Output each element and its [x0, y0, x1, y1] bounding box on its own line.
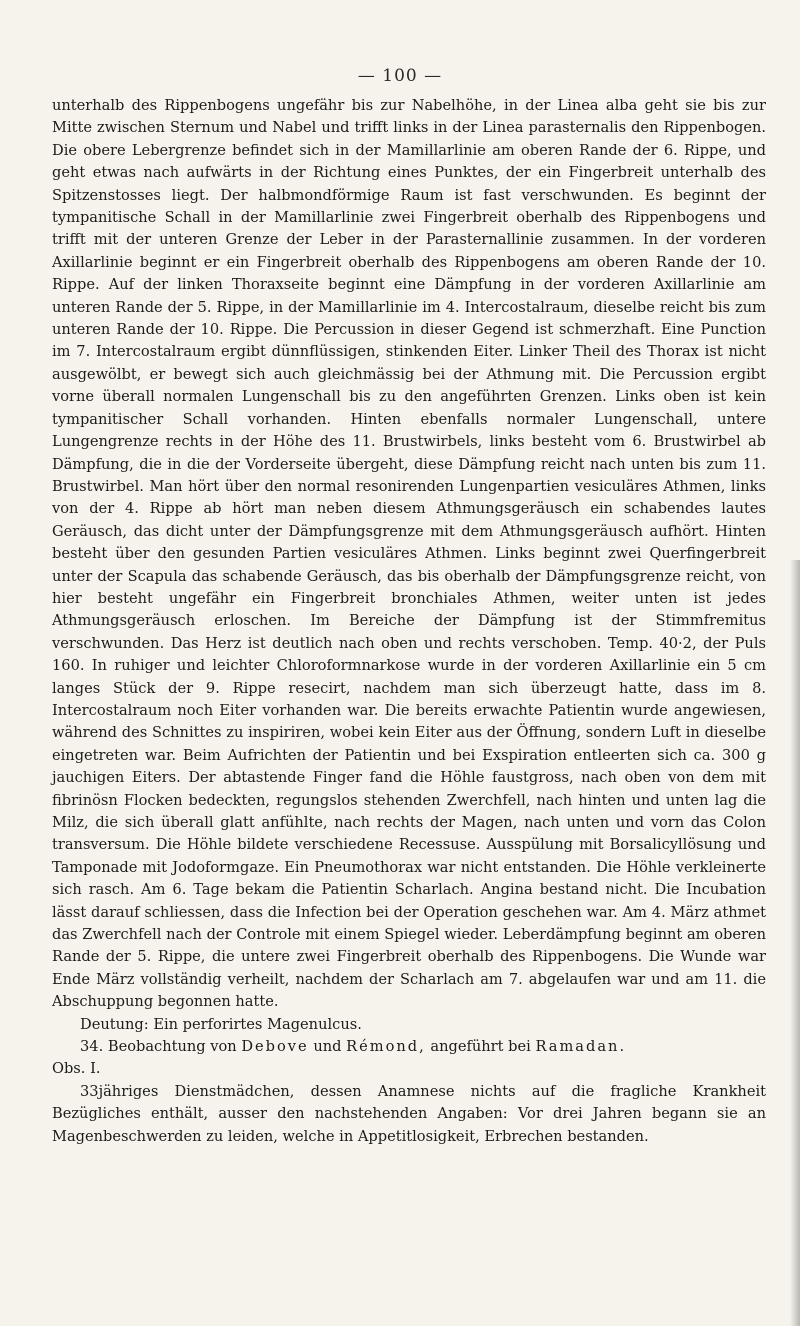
observation-source: Ramadan. [535, 1038, 627, 1056]
observation-cited-by: angeführt bei [430, 1038, 531, 1056]
diagnosis-text: Ein perforirtes Magenulcus. [153, 1015, 362, 1033]
case-paragraph: 33jähriges Dienstmädchen, dessen Anamnese nichts auf die fragliche Krankheit Bezügliches enthält, ausser den nachstehenden Angaben: Vor drei Jahren begann sie an Magenbeschwerden zu leiden, welche in Appetitlosigkeit, Erbrechen bestanden. [52, 1082, 766, 1145]
observation-prefix: 34. Beobachtung von [80, 1038, 237, 1056]
page-number: — 100 — [357, 66, 443, 86]
body-text [52, 95, 766, 1148]
observation-heading [52, 1036, 766, 1058]
main-paragraph: unterhalb des Rippenbogens ungefähr bis zur Nabelhöhe, in der Linea alba geht sie bis zur Mitte zwischen Sternum und Nabel und trifft links in der Linea parasternalis den Rippenbogen. Die obere Lebergrenze befindet sich in der Mamillarlinie am oberen Rande der 6. Rippe, und geht etwas nach aufwärts in der Richtung eines Punktes, der ein Fingerbreit unterhalb des Spitzenstosses liegt. Der halbmondförmige Raum ist fast verschwunden. Es beginnt der tympanitische Schall in der Mamillarlinie zwei Fingerbreit oberhalb des Rippenbogens und trifft mit der unteren Grenze der Leber in der Parasternallinie zusammen. In der vorderen Axillarlinie beginnt er ein Fingerbreit oberhalb des Rippenbogens am oberen Rande der 10. Rippe. Auf der linken Thoraxseite beginnt eine Dämpfung in der vorderen Axillarlinie am unteren Rande der 5. Rippe, in der Mamillarlinie im 4. Intercostalraum, dieselbe reicht bis zum unteren Rande der 10. Rippe. Die Percussion in dieser Gegend ist schmerzhaft. Eine Punction im 7. Intercostalraum ergibt dünnflüssigen, stinkenden Eiter. Linker Theil des Thorax ist nicht ausgewölbt, er bewegt sich auch gleichmässig bei der Athmung mit. Die Percussion ergibt vorne überall normalen Lungenschall bis zu den angeführten Grenzen. Links oben ist kein tympanitischer Schall vorhanden. Hinten ebenfalls normaler Lungenschall, untere Lungengrenze rechts in der Höhe des 11. Brustwirbels, links besteht vom 6. Brustwirbel ab Dämpfung, die in die der Vorderseite übergeht, diese Dämpfung reicht nach unten bis zum 11. Brustwirbel. Man hört über den normal resonirenden Lungenpartien vesiculäres Athmen, links von der 4. Rippe ab hört man neben diesem Athmungsgeräusch ein schabendes lautes Geräusch, das dicht unter der Dämpfungsgrenze mit dem Athmungsgeräusch aufhört. Hinten besteht über den gesunden Partien vesiculäres Athmen. Links beginnt zwei Querfingerbreit unter der Scapula das schabende Geräusch, das bis oberhalb der Dämpfungsgrenze reicht, von hier besteht ungefähr ein Fingerbreit bronchiales Athmen, weiter unten ist jedes Athmungsgeräusch erloschen. Im Bereiche der Dämpfung ist der Stimmfremitus verschwunden. Das Herz ist deutlich nach oben und rechts verschoben. Temp. 40·2, der Puls 160. In ruhiger und leichter Chloroformnarkose wurde in der vorderen Axillarlinie ein 5 cm langes Stück der 9. Rippe resecirt, nachdem man sich überzeugt hatte, dass im 8. Intercostalraum noch Eiter vorhanden war. Die bereits erwachte Patientin wurde angewiesen, während des Schnittes zu inspiriren, wobei kein Eiter aus der Öffnung, sondern Luft in dieselbe eingetreten war. Beim Aufrichten der Patientin und bei Exspiration entleerten sich ca. 300 g jauchigen Eiters. Der abtastende Finger fand die Höhle faustgross, nach oben von dem mit fibrinösn Flocken bedeckten, regungslos stehenden Zwerchfell, nach hinten und unten lag die Milz, die sich überall glatt anfühlte, nach rechts der Magen, nach unten und vorn das Colon transversum. Die Höhle bildete verschiedene Recessuse. Ausspülung mit Borsalicyllösung und Tamponade mit Jodoformgaze. Ein Pneumothorax war nicht entstanden. Die Höhle verkleinerte sich rasch. Am 6. Tage bekam die Patientin Scharlach. Angina bestand nicht. Die Incubation lässt darauf schliessen, dass die Infection bei der Operation geschehen war. Am 4. März athmet das Zwerchfell nach der Controle mit einem Spiegel wieder. Leberdämpfung beginnt am oberen Rande der 5. Rippe, die untere zwei Fingerbreit oberhalb des Rippenbogens. Die Wunde war Ende März vollständig verheilt, nachdem der Scharlach am 7. abgelaufen war und am 11. die Abschuppung begonnen hatte. [52, 97, 766, 1011]
observation-author1: Debove [241, 1038, 309, 1056]
observation-author2: Rémond, [346, 1038, 426, 1056]
diagnosis-line [52, 1014, 766, 1036]
page-edge-shadow [790, 560, 800, 1326]
diagnosis-label: Deutung: [80, 1015, 149, 1033]
observation-obs: Obs. I. [52, 1060, 101, 1078]
observation-and: und [313, 1038, 342, 1056]
